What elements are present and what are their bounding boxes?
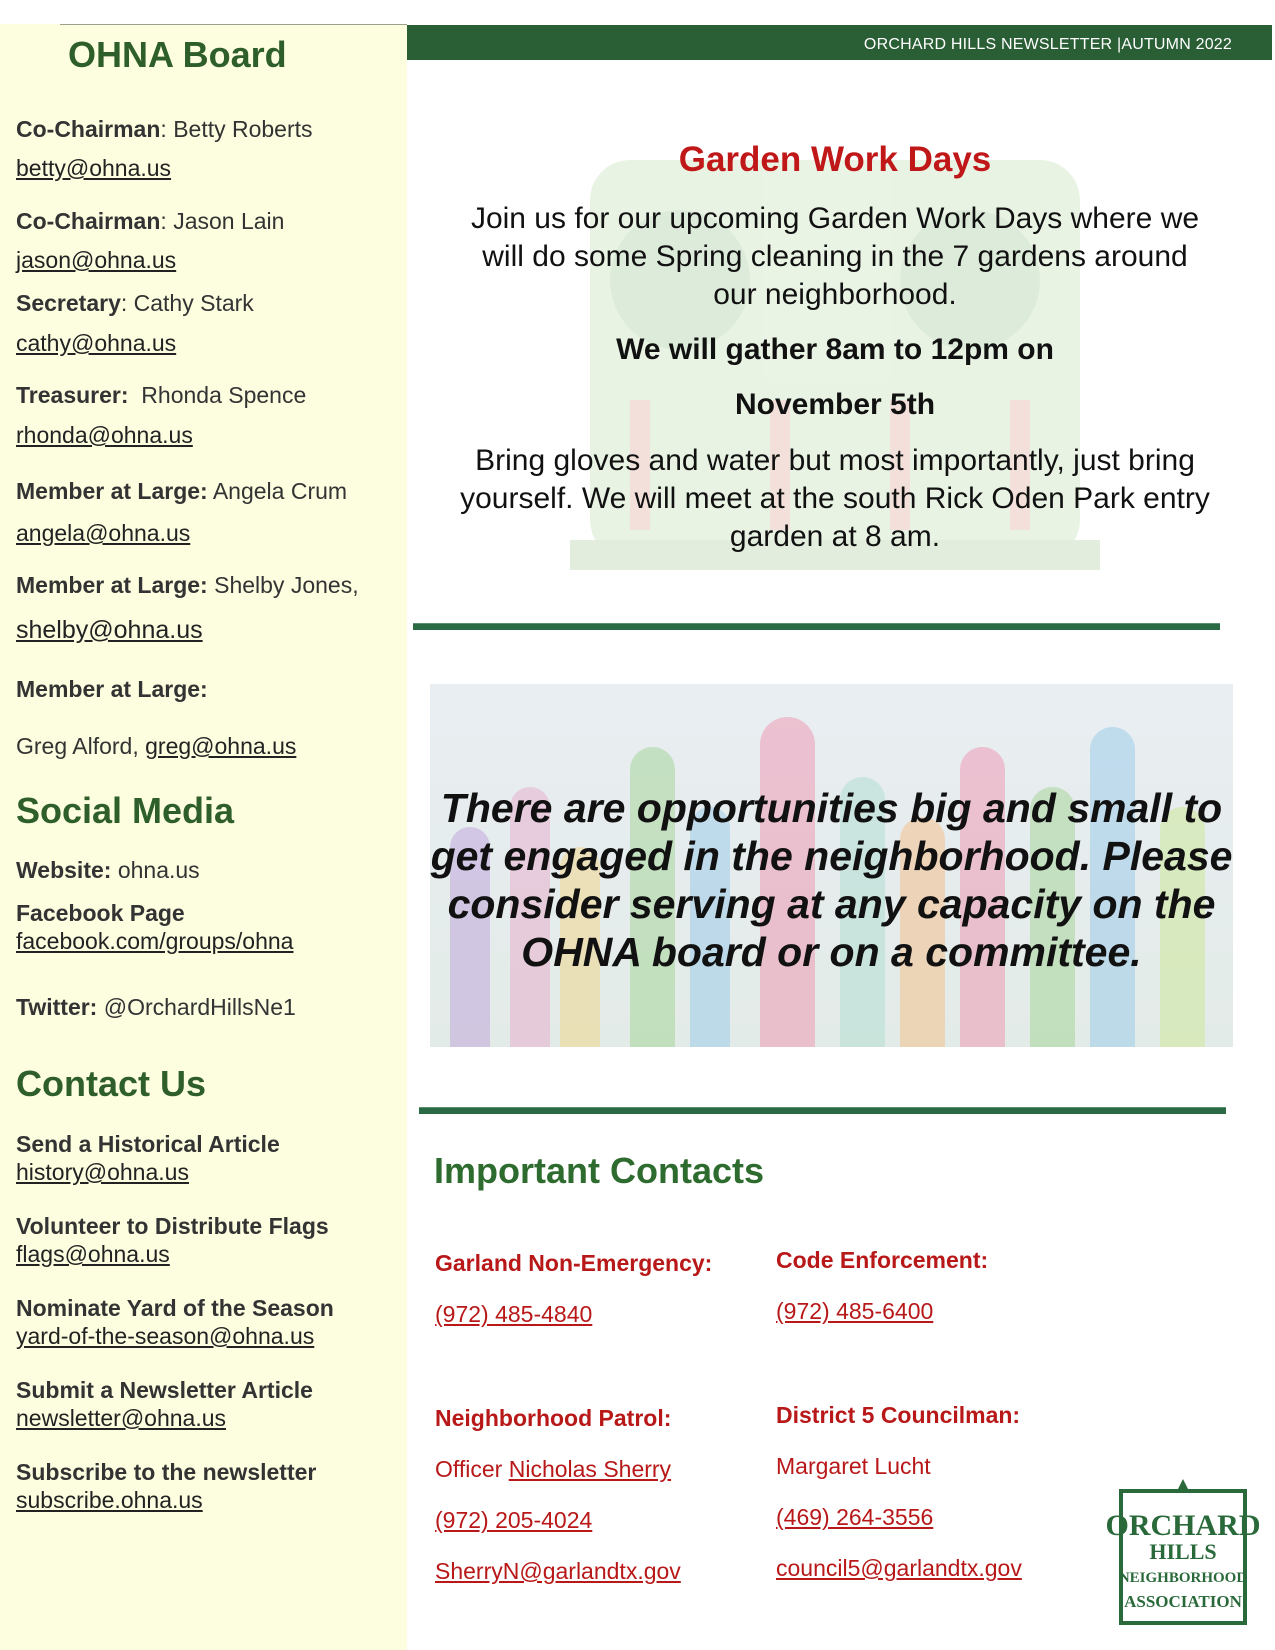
code-phone[interactable]: (972) 485-6400: [776, 1298, 934, 1324]
board-email[interactable]: angela@ohna.us: [16, 520, 191, 546]
social-title: Social Media: [16, 790, 235, 831]
board-name: Rhonda Spence: [141, 382, 307, 408]
contact-title: Contact Us: [16, 1063, 207, 1104]
board-role: Member at Large:: [16, 676, 208, 702]
board-email[interactable]: greg@ohna.us: [145, 733, 297, 759]
garden-time: We will gather 8am to 12pm on: [616, 333, 1054, 366]
council-name: Margaret Lucht: [776, 1453, 931, 1479]
board-role: Treasurer:: [16, 382, 129, 408]
board-member: Secretary: Cathy Stark: [16, 290, 254, 316]
garden-date: November 5th: [734, 388, 936, 421]
board-member: [16, 676, 208, 703]
important-contacts-title: Important Contacts: [434, 1150, 765, 1191]
facebook-link[interactable]: facebook.com/groups/ohna: [16, 928, 294, 954]
contact-link[interactable]: flags@ohna.us: [16, 1241, 170, 1267]
engage-panel: [430, 684, 1233, 1047]
board-email[interactable]: jason@ohna.us: [16, 247, 177, 273]
board-email[interactable]: shelby@ohna.us: [16, 616, 203, 644]
garland-phone[interactable]: (972) 485-4840: [435, 1301, 593, 1327]
patrol-officer: Officer Nicholas Sherry: [435, 1456, 672, 1482]
council-phone[interactable]: (469) 264-3556: [776, 1504, 934, 1530]
patrol-email[interactable]: SherryN@garlandtx.gov: [435, 1558, 681, 1584]
board-member: [16, 478, 347, 505]
contact-label: Nominate Yard of the Season: [16, 1295, 334, 1321]
council-email[interactable]: council5@garlandtx.gov: [776, 1555, 1022, 1581]
board-name: Shelby Jones,: [214, 572, 359, 598]
board-name: Angela Crum: [212, 478, 348, 504]
garland-label: Garland Non-Emergency:: [435, 1250, 713, 1276]
board-role: Co-Chairman: [16, 208, 161, 234]
newsletter-banner: [407, 25, 1272, 60]
board-member: Co-Chairman: Jason Lain: [16, 208, 285, 234]
board-member: [16, 572, 359, 599]
logo-line4: ASSOCIATION: [1124, 1592, 1242, 1611]
facebook-label: Facebook Page: [16, 900, 185, 926]
website-row: Website: ohna.us: [16, 857, 200, 883]
contact-label: Submit a Newsletter Article: [16, 1377, 313, 1403]
code-label: Code Enforcement:: [776, 1247, 989, 1273]
banner-text: ORCHARD HILLS NEWSLETTER |AUTUMN 2022: [863, 36, 1232, 53]
board-role: Member at Large:: [16, 478, 208, 504]
board-name: Cathy Stark: [133, 290, 254, 316]
logo-line2: HILLS: [1149, 1539, 1217, 1564]
logo-line3: NEIGHBORHOOD: [1118, 1570, 1248, 1586]
section-divider: [419, 1107, 1226, 1114]
contact-label: Volunteer to Distribute Flags: [16, 1213, 329, 1239]
ohna-logo-icon: [1105, 1477, 1261, 1627]
board-role: Secretary: [16, 290, 121, 316]
board-email[interactable]: cathy@ohna.us: [16, 330, 177, 356]
patrol-name-link[interactable]: Nicholas Sherry: [508, 1456, 672, 1482]
garden-intro: Join us for our upcoming Garden Work Days where we will do some Spring cleaning in the 7 gardens around our neighborhood.: [470, 202, 1200, 311]
logo-line1: ORCHARD: [1105, 1509, 1261, 1542]
contact-label: Subscribe to the newsletter: [16, 1459, 317, 1485]
contact-link[interactable]: history@ohna.us: [16, 1159, 189, 1185]
board-member: [16, 382, 306, 409]
patrol-phone[interactable]: (972) 205-4024: [435, 1507, 593, 1533]
contact-label: Send a Historical Article: [16, 1131, 280, 1157]
board-email[interactable]: betty@ohna.us: [16, 155, 172, 181]
contact-link[interactable]: yard-of-the-season@ohna.us: [16, 1323, 315, 1349]
board-name: Jason Lain: [173, 208, 285, 234]
garden-title: Garden Work Days: [678, 140, 992, 179]
council-label: District 5 Councilman:: [776, 1402, 1021, 1428]
patrol-label: Neighborhood Patrol:: [435, 1405, 672, 1431]
board-title: OHNA Board: [68, 34, 287, 75]
garden-closing: Bring gloves and water but most importantly, just bring yourself. We will meet at the south Rick Oden Park entry garden at 8 am.: [460, 444, 1210, 553]
board-role: Co-Chairman: [16, 116, 161, 142]
contact-link[interactable]: subscribe.ohna.us: [16, 1487, 203, 1513]
board-role: Member at Large:: [16, 572, 208, 598]
board-member: Co-Chairman: Betty Roberts: [16, 116, 313, 142]
board-name: Betty Roberts: [173, 116, 313, 142]
top-divider: [60, 24, 407, 25]
twitter-row: Twitter: @OrchardHillsNe1: [16, 994, 296, 1020]
board-email[interactable]: rhonda@ohna.us: [16, 422, 193, 448]
board-member: Greg Alford, greg@ohna.us: [16, 733, 297, 759]
section-divider: [413, 623, 1220, 630]
engage-text: There are opportunities big and small to get engaged in the neighborhood. Please consider serving at any capacity on the OHNA board or on a committee.: [430, 785, 1233, 975]
contact-link[interactable]: newsletter@ohna.us: [16, 1405, 227, 1431]
